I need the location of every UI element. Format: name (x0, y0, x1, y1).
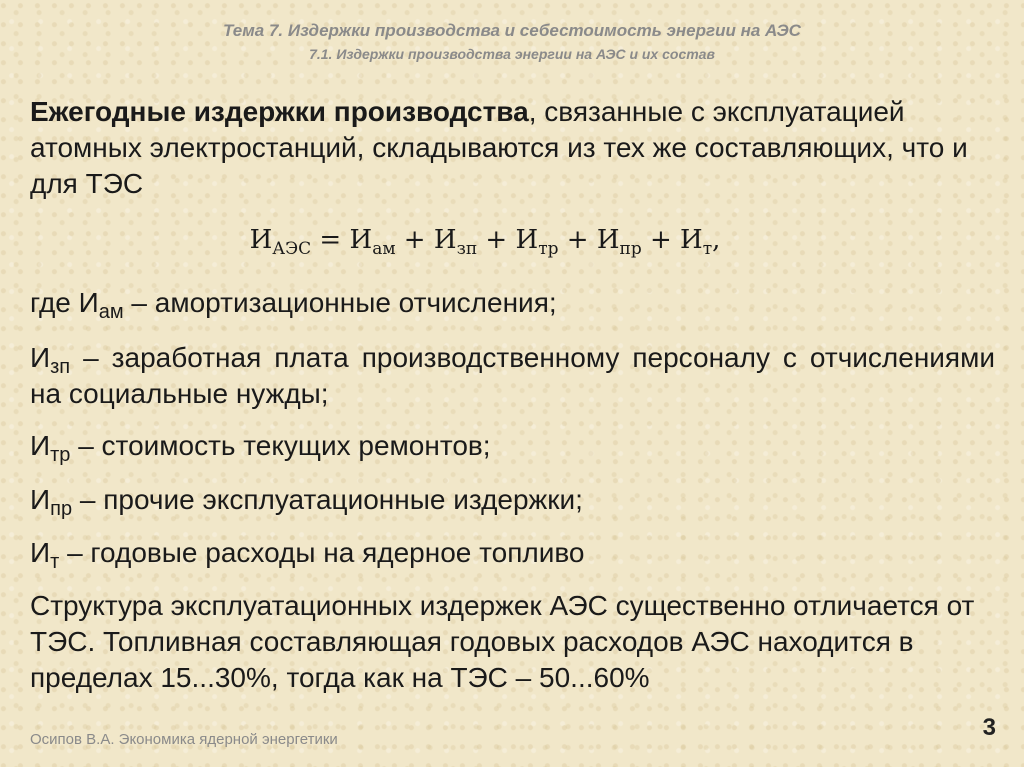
formula-term-5: И (680, 225, 703, 255)
definition-text: – годовые расходы на ядерное топливо (59, 537, 585, 568)
definition-subscript: тр (50, 444, 71, 466)
definition-subscript: пр (50, 498, 73, 520)
definition-subscript: т (50, 551, 60, 573)
intro-paragraph (30, 94, 995, 202)
intro-bold-term: Ежегодные издержки производства (30, 96, 529, 127)
formula-term-4-sub: пр (619, 239, 642, 259)
formula-lhs: И (249, 225, 273, 255)
formula-op-1: + (395, 225, 434, 255)
definition-text: – прочие эксплуатационные издержки; (72, 484, 583, 515)
definition-item (30, 482, 995, 518)
page-number: 3 (982, 714, 996, 741)
formula-term-2-sub: зп (456, 239, 478, 259)
formula-op-2: + (477, 225, 516, 255)
slide-subtitle: 7.1. Издержки производства энергии на АЭС и их состав (309, 46, 715, 62)
definition-symbol: И (30, 537, 51, 568)
definition-item (30, 340, 995, 412)
definition-text: – стоимость текущих ремонтов; (70, 430, 491, 461)
definition-item (30, 428, 995, 464)
definition-symbol: И (30, 342, 51, 373)
definition-symbol: И (30, 430, 51, 461)
formula-end: , (712, 225, 721, 255)
conclusion-paragraph: Структура эксплуатационных издержек АЭС существенно отличается от ТЭС. Топливная составляющая годовых расходов АЭС находится в пределах 15...30%, тогда как на ТЭС – 50...60% (30, 590, 975, 693)
formula-eq: = (311, 225, 350, 255)
formula-term-2: И (433, 225, 457, 255)
formula-term-3-sub: тр (538, 239, 559, 259)
definition-subscript: зп (50, 356, 71, 378)
definition-text: – заработная плата производственному персоналу с отчислениями на социальные нужды; (30, 342, 995, 409)
definition-symbol: И (78, 287, 99, 318)
slide-header (0, 20, 1024, 64)
formula-term-4: И (596, 225, 620, 255)
formula-term-5-sub: т (702, 239, 713, 259)
formula-op-4: + (641, 225, 681, 255)
intro-text: , связанные с эксплуатацией атомных электростанций, складываются из тех же составляющих, что и для ТЭС (30, 96, 968, 199)
formula-term-1: И (349, 225, 373, 255)
formula-op-3: + (558, 225, 597, 255)
definition-item (30, 285, 995, 321)
cost-formula (0, 225, 970, 259)
footer-author: Осипов В.А. Экономика ядерной энергетики (30, 731, 338, 748)
definition-subscript: ам (98, 301, 124, 323)
definition-prefix: где (30, 287, 79, 318)
formula-lhs-sub: АЭС (272, 239, 312, 259)
formula-term-1-sub: ам (372, 239, 396, 259)
slide-title: Тема 7. Издержки производства и себестоимость энергии на АЭС (223, 21, 801, 40)
definition-text: – амортизационные отчисления; (123, 287, 557, 318)
definition-item (30, 535, 995, 571)
definition-symbol: И (30, 484, 51, 515)
formula-term-3: И (515, 225, 539, 255)
